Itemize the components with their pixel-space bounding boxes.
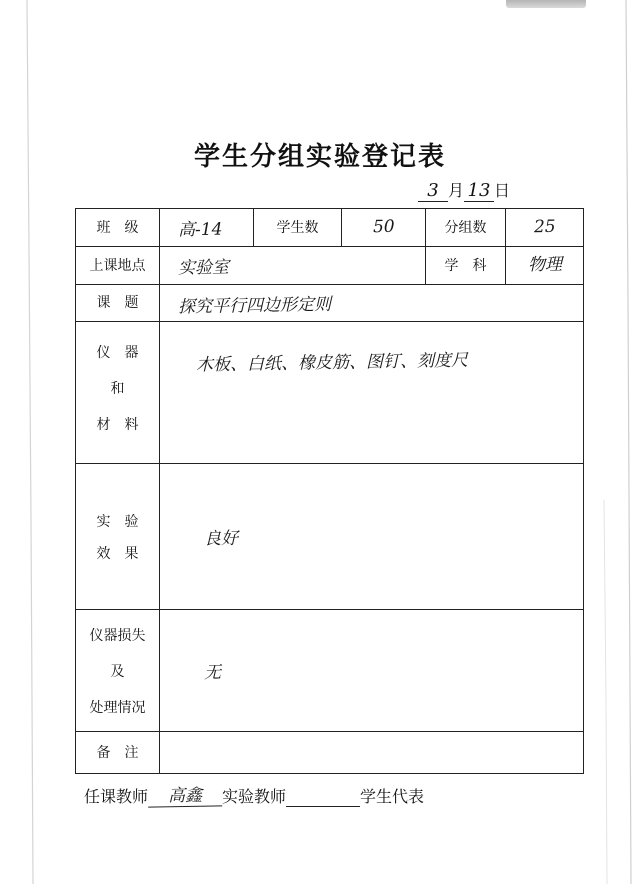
lab-teacher-signature [286,806,360,807]
class-value: 高-14 [177,219,223,241]
group-count-value-cell [506,209,584,247]
row-class [76,209,584,247]
row-topic [76,285,584,322]
class-value-cell [160,209,254,247]
effect-value-cell [160,464,584,610]
date-day: 13 [464,181,494,202]
loss-label-cell [76,610,160,732]
student-rep-label: 学生代表 [360,787,425,806]
registration-table [75,208,584,774]
row-effect [76,464,584,610]
instruments-label-cell [76,322,160,464]
row-instruments [76,322,584,464]
row-location [76,247,584,285]
topic-label: 课 题 [76,285,160,322]
class-label: 班 级 [76,209,160,247]
remarks-label: 备 注 [76,732,160,774]
date-month-unit: 月 [447,181,464,200]
location-value-cell [160,247,426,285]
group-count-value: 25 [533,216,556,238]
student-count-value: 50 [372,216,395,238]
subject-value-cell [506,247,584,285]
row-loss [76,610,584,732]
topic-value: 探究平行四边形定则 [177,294,332,317]
instruments-label-3: 材 料 [96,417,139,433]
location-value: 实验室 [177,257,230,279]
student-count-value-cell [342,209,426,247]
date-month: 3 [418,181,448,202]
remarks-value-cell [160,732,584,774]
scan-mark [506,0,586,8]
lab-teacher-label: 实验教师 [222,787,287,806]
teacher-label: 任课教师 [84,787,149,806]
effect-label-2: 效 果 [96,545,139,562]
row-remarks [76,732,584,774]
student-count-label: 学生数 [254,209,342,247]
form-date [418,178,510,202]
form-title: 学生分组实验登记表 [193,142,446,172]
location-label: 上课地点 [76,247,160,285]
group-count-label: 分组数 [426,209,506,247]
instruments-label-2: 和 [110,381,125,397]
effect-value: 良好 [203,528,239,550]
instruments-value-cell [160,322,584,464]
loss-label-2: 及 [110,663,125,680]
instruments-label-1: 仪 器 [96,345,139,361]
loss-label-1: 仪器损失 [89,627,146,644]
loss-value: 无 [203,662,222,684]
effect-label-1: 实 验 [96,513,139,530]
date-day-unit: 日 [493,181,510,200]
topic-value-cell [160,285,584,322]
subject-value: 物理 [527,254,562,276]
effect-label-cell [76,464,160,610]
loss-value-cell [160,610,584,732]
instruments-value: 木板、白纸、橡皮筋、图钉、刻度尺 [195,350,469,376]
loss-label-3: 处理情况 [89,699,146,716]
subject-label: 学 科 [426,247,506,285]
signature-footer [84,784,424,807]
teacher-signature: 高鑫 [148,785,222,807]
